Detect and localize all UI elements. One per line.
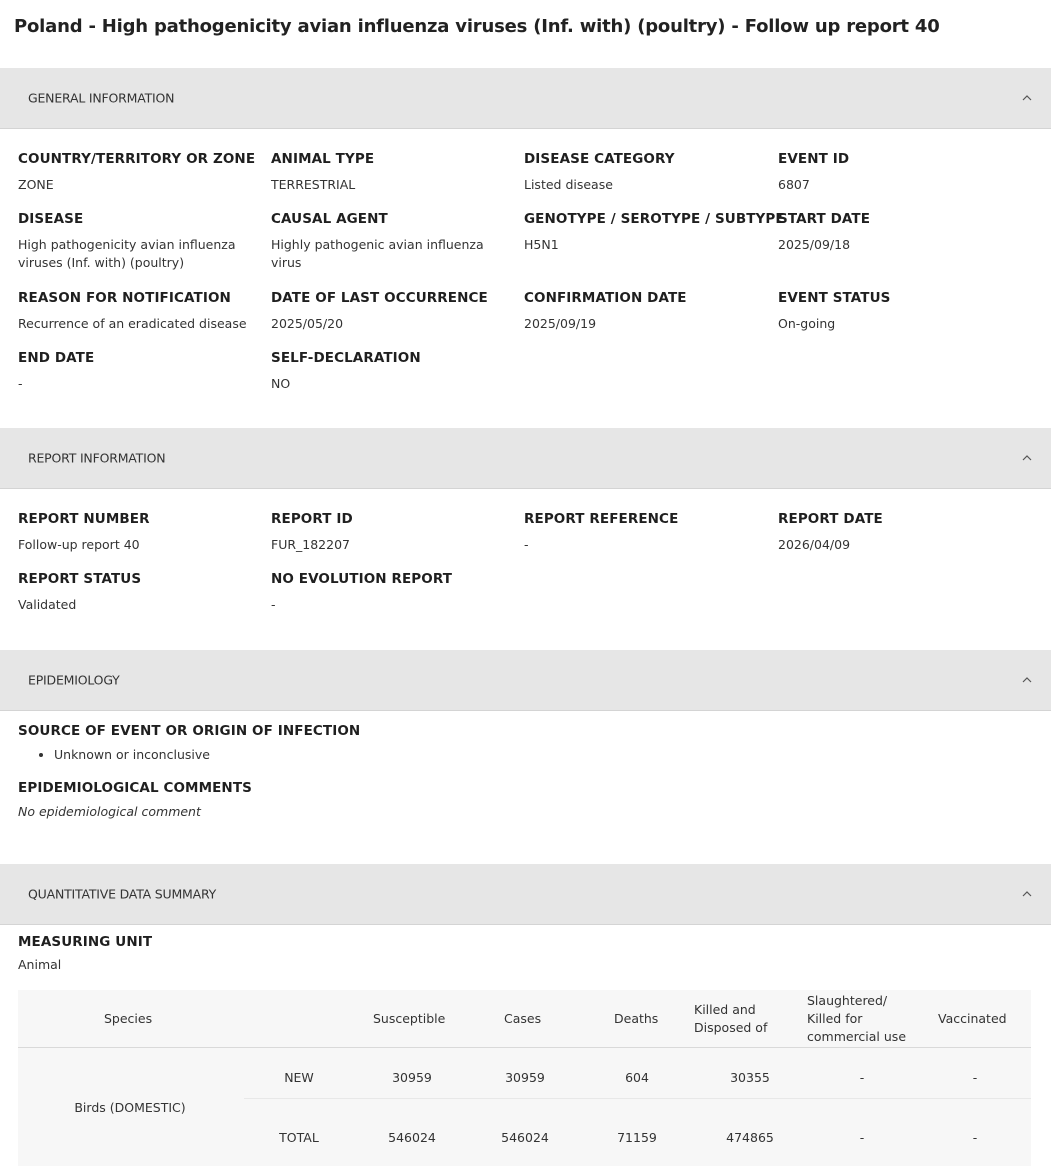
column-header-slaughtered bbox=[807, 992, 906, 1046]
field-value: Listed disease bbox=[524, 177, 613, 192]
field-label: CAUSAL AGENT bbox=[271, 211, 388, 227]
field-label: REPORT REFERENCE bbox=[524, 511, 679, 527]
row-type-cell: NEW bbox=[284, 1070, 314, 1085]
field-causal-agent bbox=[271, 211, 511, 272]
field-label: GENOTYPE / SEROTYPE / SUBTYPE bbox=[524, 211, 785, 227]
field-label: REPORT DATE bbox=[778, 511, 883, 527]
section-header-quantitative[interactable] bbox=[0, 864, 1051, 925]
list-item: • Unknown or inconclusive bbox=[54, 747, 518, 762]
field-value: ZONE bbox=[18, 177, 54, 192]
row-divider bbox=[244, 1098, 1031, 1099]
field-event-status bbox=[778, 290, 1023, 333]
field-self-declaration bbox=[271, 350, 516, 393]
field-value: Highly pathogenic avian influenza virus bbox=[271, 237, 484, 270]
susceptible-cell: 546024 bbox=[388, 1130, 436, 1145]
field-value: 2025/09/19 bbox=[524, 316, 597, 331]
field-label: EVENT ID bbox=[778, 151, 850, 167]
row-type-cell: TOTAL bbox=[279, 1130, 319, 1145]
field-report-reference bbox=[524, 511, 769, 554]
column-header-deaths: Deaths bbox=[614, 1011, 659, 1026]
field-label: DISEASE CATEGORY bbox=[524, 151, 675, 167]
column-header-killed bbox=[694, 1001, 767, 1037]
field-label: EPIDEMIOLOGICAL COMMENTS bbox=[18, 780, 252, 796]
section-title-report: REPORT INFORMATION bbox=[28, 450, 166, 466]
field-start-date bbox=[778, 211, 1023, 254]
field-genotype bbox=[524, 211, 785, 254]
field-value: High pathogenicity avian influenza viruses (Inf. with) (poultry) bbox=[18, 237, 236, 270]
field-label: DATE OF LAST OCCURRENCE bbox=[271, 290, 488, 306]
vaccinated-cell: - bbox=[972, 1070, 978, 1085]
column-header-species: Species bbox=[104, 1011, 153, 1026]
field-label: COUNTRY/TERRITORY OR ZONE bbox=[18, 151, 256, 167]
field-value: 2025/09/18 bbox=[778, 237, 851, 252]
field-value: 2026/04/09 bbox=[778, 537, 851, 552]
field-value: Follow-up report 40 bbox=[18, 537, 140, 552]
field-value: - bbox=[18, 376, 23, 391]
field-source-of-event bbox=[18, 723, 518, 762]
chevron-up-icon[interactable] bbox=[1021, 890, 1033, 898]
field-label: DISEASE bbox=[18, 211, 84, 227]
field-animal-type bbox=[271, 151, 516, 194]
field-label: REPORT STATUS bbox=[18, 571, 142, 587]
chevron-up-icon[interactable] bbox=[1021, 94, 1033, 102]
field-label: REPORT NUMBER bbox=[18, 511, 150, 527]
section-header-report[interactable] bbox=[0, 428, 1051, 489]
field-label: CONFIRMATION DATE bbox=[524, 290, 687, 306]
field-measuring-unit bbox=[18, 934, 318, 974]
field-value: NO bbox=[271, 376, 291, 391]
field-value: FUR_182207 bbox=[271, 537, 350, 552]
field-value: No epidemiological comment bbox=[18, 804, 201, 819]
field-report-status bbox=[18, 571, 263, 614]
field-label: EVENT STATUS bbox=[778, 290, 891, 306]
section-header-general[interactable] bbox=[0, 68, 1051, 129]
vaccinated-cell: - bbox=[972, 1130, 978, 1145]
cases-cell: 30959 bbox=[505, 1070, 545, 1085]
source-list bbox=[18, 747, 518, 762]
deaths-cell: 71159 bbox=[617, 1130, 657, 1145]
section-title-epidemiology: EPIDEMIOLOGY bbox=[28, 672, 120, 688]
field-report-number bbox=[18, 511, 263, 554]
field-value: - bbox=[524, 537, 529, 552]
field-value: Animal bbox=[18, 957, 62, 972]
field-confirmation-date bbox=[524, 290, 769, 333]
quantitative-table bbox=[18, 990, 1031, 1166]
field-label: REPORT ID bbox=[271, 511, 353, 527]
chevron-up-icon[interactable] bbox=[1021, 676, 1033, 684]
chevron-up-icon[interactable] bbox=[1021, 454, 1033, 462]
page-title: Poland - High pathogenicity avian influenza viruses (Inf. with) (poultry) - Follow up report 40 bbox=[14, 16, 940, 37]
field-label: MEASURING UNIT bbox=[18, 934, 153, 950]
field-reason bbox=[18, 290, 268, 333]
deaths-cell: 604 bbox=[625, 1070, 649, 1085]
column-header-line: commercial use bbox=[807, 1029, 907, 1044]
column-header-line: Slaughtered/ bbox=[807, 993, 888, 1008]
section-title-general: GENERAL INFORMATION bbox=[28, 90, 175, 106]
field-label: START DATE bbox=[778, 211, 871, 227]
section-title-quantitative: QUANTITATIVE DATA SUMMARY bbox=[28, 886, 217, 902]
field-value: TERRESTRIAL bbox=[271, 177, 356, 192]
field-report-id bbox=[271, 511, 516, 554]
field-no-evolution bbox=[271, 571, 516, 614]
killed-cell: 474865 bbox=[726, 1130, 774, 1145]
field-value: H5N1 bbox=[524, 237, 559, 252]
field-end-date bbox=[18, 350, 263, 393]
field-value: Recurrence of an eradicated disease bbox=[18, 316, 247, 331]
field-label: END DATE bbox=[18, 350, 95, 366]
column-header-cases: Cases bbox=[504, 1011, 542, 1026]
slaughtered-cell: - bbox=[859, 1070, 865, 1085]
field-value: 2025/05/20 bbox=[271, 316, 344, 331]
field-value: Validated bbox=[18, 597, 77, 612]
column-header-line: Killed and bbox=[694, 1002, 756, 1017]
field-label: SELF-DECLARATION bbox=[271, 350, 421, 366]
field-label: ANIMAL TYPE bbox=[271, 151, 375, 167]
field-label: SOURCE OF EVENT OR ORIGIN OF INFECTION bbox=[18, 723, 361, 739]
field-label: NO EVOLUTION REPORT bbox=[271, 571, 453, 587]
susceptible-cell: 30959 bbox=[392, 1070, 432, 1085]
field-value: On-going bbox=[778, 316, 836, 331]
table-header bbox=[18, 990, 1031, 1048]
field-disease-category bbox=[524, 151, 769, 194]
field-disease bbox=[18, 211, 258, 272]
section-header-epidemiology[interactable] bbox=[0, 650, 1051, 711]
field-value: 6807 bbox=[778, 177, 810, 192]
field-label: REASON FOR NOTIFICATION bbox=[18, 290, 231, 306]
cases-cell: 546024 bbox=[501, 1130, 549, 1145]
slaughtered-cell: - bbox=[859, 1130, 865, 1145]
column-header-vaccinated: Vaccinated bbox=[938, 1011, 1007, 1026]
field-event-id bbox=[778, 151, 1023, 194]
column-header-susceptible: Susceptible bbox=[373, 1011, 446, 1026]
species-cell: Birds (DOMESTIC) bbox=[74, 1100, 186, 1115]
column-header-line: Disposed of bbox=[694, 1020, 768, 1035]
field-last-occurrence bbox=[271, 290, 516, 333]
field-value: - bbox=[271, 597, 276, 612]
column-header-line: Killed for bbox=[807, 1011, 863, 1026]
killed-cell: 30355 bbox=[730, 1070, 770, 1085]
field-epi-comments bbox=[18, 780, 518, 821]
field-report-date bbox=[778, 511, 1023, 554]
field-country bbox=[18, 151, 263, 194]
